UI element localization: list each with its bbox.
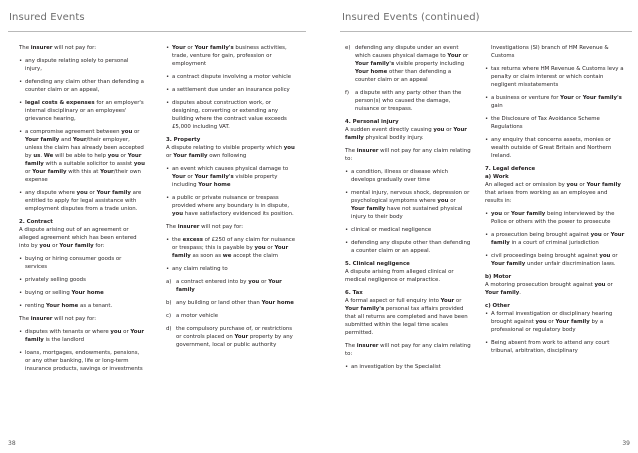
- defined-term: Your: [234, 334, 249, 340]
- text-run: other than defending a counter claim or an appeal: [355, 69, 452, 83]
- text-run: buying or selling: [25, 290, 72, 296]
- text-run: or: [610, 253, 618, 259]
- defined-term: Your family: [176, 279, 282, 293]
- defined-term: Your family's: [345, 306, 385, 312]
- text-run: are entitled to apply for legal assistance with employment disputes from a trade union.: [25, 190, 142, 212]
- column-1: [19, 44, 145, 378]
- sub-item: [166, 312, 298, 320]
- text-run: or: [577, 182, 587, 188]
- defined-term: Your family: [25, 329, 144, 343]
- text-run: visible property including: [172, 174, 278, 188]
- section-heading: [485, 302, 625, 310]
- text-run: or: [601, 232, 611, 238]
- paragraph: [485, 281, 625, 297]
- text-run: or: [573, 95, 583, 101]
- page-title-left: Insured Events: [9, 12, 85, 23]
- bullet-item: [485, 136, 625, 160]
- defined-term: you: [437, 198, 449, 204]
- text-run: for an employer's internal disciplinary or an employees' grievance hearing,: [25, 100, 144, 122]
- bullet-item: [19, 189, 145, 213]
- bullet-item: [19, 328, 145, 344]
- defined-term: Your: [72, 137, 87, 143]
- text-run: personal tax affairs provided that all returns are completed and have been submitted within the legal time scales permitted.: [345, 306, 468, 336]
- text-run: that arises from working as an employee and results in:: [485, 190, 608, 204]
- text-run: a condition, illness or disease which develops gradually over time: [351, 169, 449, 183]
- sub-item: [166, 299, 298, 307]
- page-number-right: 39: [622, 440, 630, 447]
- text-run: defending any dispute under an event which causes physical damage to: [355, 45, 459, 59]
- text-run: loans, mortgages, endowments, pensions, or any other banking, life or long-term insurance products, savings or investments: [25, 350, 143, 372]
- defined-term: Your family's: [582, 95, 622, 101]
- sub-item-label: f): [345, 90, 350, 96]
- text-run: .: [519, 290, 522, 296]
- text-run: A formal aspect or full enquiry into: [345, 298, 441, 304]
- bullet-item: [166, 236, 298, 260]
- text-run: the: [172, 237, 183, 243]
- bullet-item: [485, 339, 625, 355]
- defined-term: Your family's: [194, 45, 234, 51]
- text-run: or: [448, 198, 456, 204]
- defined-term: insurer: [356, 343, 379, 349]
- defined-term: Your family: [586, 182, 621, 188]
- defined-term: b) Motor: [485, 274, 512, 280]
- defined-term: you: [121, 129, 133, 135]
- text-run: and: [59, 137, 73, 143]
- bullet-item: [166, 44, 298, 68]
- defined-term: 5. Clinical negligence: [345, 261, 410, 267]
- text-run: an investigation by the Specialist: [351, 364, 441, 370]
- text-run: will be able to help: [53, 153, 108, 159]
- text-run: A dispute arising out of an agreement or alleged agreement which has been entered into by: [19, 227, 137, 249]
- bullet-item: [19, 128, 145, 184]
- text-run: a compromise agreement between: [25, 129, 122, 135]
- text-run: by a professional or regulatory body: [491, 319, 604, 333]
- text-run: mental injury, nervous shock, depression or psychological symptoms where: [351, 190, 470, 204]
- bullet-item: [345, 239, 471, 255]
- text-run: Being absent from work to attend any court tribunal, arbitration, disciplinary: [491, 340, 610, 354]
- text-run: any building or land other than: [176, 300, 262, 306]
- sub-item-label: e): [345, 45, 351, 51]
- title-divider-left: [8, 31, 306, 32]
- defined-term: 2. Contract: [19, 219, 53, 225]
- paragraph: [345, 297, 471, 337]
- defined-term: a) Work: [485, 174, 509, 180]
- text-run: for:: [93, 243, 105, 249]
- paragraph: [19, 315, 145, 323]
- defined-term: Your family's: [355, 61, 395, 67]
- text-run: have satisfactory evidenced its position.: [183, 211, 294, 217]
- defined-term: 3. Property: [166, 137, 201, 143]
- section-heading: [485, 273, 625, 281]
- paragraph: [485, 181, 625, 205]
- text-run: the Disclosure of Tax Avoidance Scheme Regulations: [491, 116, 600, 130]
- defined-term: Your home: [46, 303, 79, 309]
- text-run: The: [345, 148, 357, 154]
- text-run: A dispute arising from alleged clinical or medical negligence or malpractice.: [345, 269, 454, 283]
- bullet-item: [19, 349, 145, 373]
- bullet-item: [19, 255, 145, 271]
- bullet-item: [166, 265, 298, 273]
- text-run: a contract dispute involving a motor vehicle: [172, 74, 292, 80]
- text-run: is the landlord: [43, 337, 85, 343]
- defined-term: Your: [560, 95, 574, 101]
- text-run: will not pay for any claim relating to:: [345, 148, 471, 162]
- text-run: any claim relating to: [172, 266, 228, 272]
- text-run: or: [87, 190, 97, 196]
- text-run: civil proceedings being brought against: [491, 253, 600, 259]
- text-run: will not pay for:: [52, 45, 97, 51]
- text-run: An alleged act or omission by: [485, 182, 567, 188]
- text-run: any dispute where: [25, 190, 77, 196]
- title-divider-right: [340, 31, 632, 32]
- defined-term: insurer: [356, 148, 379, 154]
- defined-term: Your family: [173, 153, 208, 159]
- text-run: or: [50, 243, 60, 249]
- defined-term: you: [107, 153, 119, 159]
- defined-term: you: [433, 127, 445, 133]
- bullet-item: [345, 168, 471, 184]
- bullet-item: [485, 231, 625, 247]
- sub-item-label: d): [166, 326, 172, 332]
- text-run: or: [185, 45, 195, 51]
- defined-term: Your home: [261, 300, 294, 306]
- defined-term: insurer: [177, 224, 200, 230]
- defined-term: 4. Personal injury: [345, 119, 399, 125]
- bullet-item: [485, 94, 625, 110]
- column-4: [485, 44, 625, 360]
- page-title-right: Insured Events (continued): [342, 12, 480, 23]
- defined-term: legal costs & expenses: [25, 100, 95, 106]
- bullet-item: [166, 99, 298, 131]
- text-run: A dispute relating to visible property which: [166, 145, 284, 151]
- text-run: or: [461, 53, 469, 59]
- bullet-item: [485, 65, 625, 89]
- defined-term: you: [566, 182, 578, 188]
- bullet-item: [166, 73, 298, 81]
- text-run: under unfair discrimination laws.: [525, 261, 616, 267]
- defined-term: Your family: [351, 206, 386, 212]
- defined-term: us: [33, 153, 41, 159]
- text-run: disputes with tenants or where: [25, 329, 111, 335]
- text-run: /their employer, unless the claim has already been accepted by: [25, 137, 144, 159]
- text-run: Investigations (SI) branch of HM Revenue & Customs: [491, 45, 609, 59]
- defined-term: Your: [440, 298, 455, 304]
- text-run: or: [185, 174, 195, 180]
- defined-term: you: [594, 282, 606, 288]
- text-run: will not pay for:: [52, 316, 97, 322]
- defined-term: Your family: [491, 261, 526, 267]
- defined-term: 7. Legal defence: [485, 166, 536, 172]
- text-run: as a tenant.: [78, 303, 113, 309]
- bullet-item: [19, 302, 145, 310]
- paragraph: [485, 44, 625, 60]
- text-run: the compulsory purchase of, or restrictions or controls placed on: [176, 326, 293, 340]
- defined-term: Your home: [71, 290, 104, 296]
- text-run: will not pay for any claim relating to:: [345, 343, 471, 357]
- text-run: a business or venture for: [491, 95, 561, 101]
- text-run: renting: [25, 303, 46, 309]
- bullet-item: [19, 57, 145, 73]
- bullet-item: [345, 189, 471, 221]
- column-3: [345, 44, 471, 376]
- sub-item: [345, 44, 471, 84]
- defined-term: Your family: [96, 190, 131, 196]
- text-run: with a suitable solicitor to assist: [43, 161, 134, 167]
- defined-term: Your family's: [194, 174, 234, 180]
- text-run: in a court of criminal jurisdiction: [509, 240, 599, 246]
- defined-term: Your family: [59, 243, 94, 249]
- text-run: a settlement due under an insurance policy: [172, 87, 290, 93]
- text-run: or: [121, 329, 131, 335]
- text-run: have not sustained physical injury to their body: [351, 206, 463, 220]
- sub-item: [166, 325, 298, 349]
- text-run: or: [605, 282, 613, 288]
- text-run: The: [19, 316, 31, 322]
- defined-term: Your family: [25, 137, 60, 143]
- text-run: a motor vehicle: [176, 313, 219, 319]
- defined-term: Your home: [355, 69, 388, 75]
- bullet-item: [19, 289, 145, 297]
- text-run: or: [132, 129, 140, 135]
- text-run: business activities, trade, venture for gain, profession or employment: [172, 45, 287, 67]
- section-heading: [19, 218, 145, 226]
- defined-term: Your: [447, 53, 462, 59]
- defined-term: Your family: [345, 127, 467, 141]
- defined-term: you: [172, 211, 184, 217]
- text-run: or: [166, 153, 174, 159]
- text-run: or: [454, 298, 462, 304]
- text-run: or: [259, 279, 269, 285]
- sub-item-label: a): [166, 279, 172, 285]
- defined-term: you: [248, 279, 260, 285]
- defined-term: you: [590, 232, 602, 238]
- text-run: or: [25, 169, 33, 175]
- bullet-item: [166, 194, 298, 218]
- defined-term: Your family: [485, 290, 520, 296]
- text-run: A sudden event directly causing: [345, 127, 434, 133]
- paragraph: [345, 147, 471, 163]
- defined-term: you: [283, 145, 295, 151]
- defined-term: Your family: [555, 319, 590, 325]
- defined-term: Your family: [32, 169, 67, 175]
- defined-term: Your family: [511, 211, 546, 217]
- paragraph: [345, 342, 471, 358]
- bullet-item: [19, 99, 145, 123]
- defined-term: you: [110, 329, 122, 335]
- paragraph: [345, 126, 471, 142]
- text-run: being interviewed by the Police or others with the power to prosecute: [491, 211, 615, 225]
- defined-term: insurer: [30, 45, 53, 51]
- text-run: with this at: [66, 169, 101, 175]
- paragraph: [19, 44, 145, 52]
- paragraph: [166, 144, 298, 160]
- text-run: or: [502, 211, 512, 217]
- text-run: gain: [491, 103, 503, 109]
- sub-item: [166, 278, 298, 294]
- text-run: as soon as: [190, 253, 223, 259]
- defined-term: Your home: [198, 182, 231, 188]
- text-run: visible property including: [394, 61, 465, 67]
- text-run: physical bodily injury.: [363, 135, 424, 141]
- text-run: a prosecution being brought against: [491, 232, 591, 238]
- defined-term: you: [39, 243, 51, 249]
- defined-term: you: [491, 211, 503, 217]
- paragraph: [166, 223, 298, 231]
- bullet-item: [485, 252, 625, 268]
- text-run: an event which causes physical damage to: [172, 166, 289, 172]
- text-run: /their own expense: [25, 169, 141, 183]
- text-run: The: [166, 224, 178, 230]
- text-run: The: [345, 343, 357, 349]
- defined-term: you: [254, 245, 266, 251]
- section-heading: [345, 260, 471, 268]
- text-run: or: [546, 319, 556, 325]
- defined-term: Your family: [491, 232, 625, 246]
- text-run: defending any claim other than defending a counter claim or an appeal,: [25, 79, 144, 93]
- defined-term: Your family: [172, 245, 289, 259]
- defined-term: you: [599, 253, 611, 259]
- defined-term: you: [76, 190, 88, 196]
- defined-term: Your: [172, 45, 186, 51]
- text-run: or: [265, 245, 275, 251]
- bullet-item: [19, 276, 145, 284]
- text-run: disputes about construction work, or designing, converting or extending any building where the contract value exceeds £5,000 including VAT.: [172, 100, 287, 130]
- sub-item-label: b): [166, 300, 172, 306]
- text-run: privately selling goods: [25, 277, 86, 283]
- text-run: or: [444, 127, 454, 133]
- defined-term: you: [133, 161, 145, 167]
- defined-term: Your: [172, 174, 186, 180]
- defined-term: c) Other: [485, 303, 510, 309]
- text-run: tax returns where HM Revenue & Customs levy a penalty or claim interest or which contain negligent misstatements: [491, 66, 624, 88]
- defined-term: Your family: [25, 153, 142, 167]
- section-heading: [485, 173, 625, 181]
- text-run: a contract entered into by: [176, 279, 249, 285]
- text-run: accept the claim: [231, 253, 278, 259]
- bullet-item: [166, 165, 298, 189]
- bullet-item: [345, 363, 471, 371]
- defined-term: Your: [100, 169, 114, 175]
- text-run: The: [19, 45, 31, 51]
- text-run: .: [40, 153, 44, 159]
- sub-item-label: c): [166, 313, 172, 319]
- text-run: of £250 of any claim for nuisance or trespass; this is payable by: [172, 237, 296, 251]
- bullet-item: [485, 310, 625, 334]
- text-run: A motoring prosecution brought against: [485, 282, 595, 288]
- text-run: or: [118, 153, 128, 159]
- sub-item: [345, 89, 471, 113]
- section-heading: [345, 118, 471, 126]
- defined-term: excess: [182, 237, 203, 243]
- text-run: a public or private nuisance or trespass provided where any boundary is in dispute,: [172, 195, 290, 209]
- defined-term: 6. Tax: [345, 290, 363, 296]
- text-run: any enquiry that concerns assets, monies or wealth outside of Great Britain and Northern Ireland.: [491, 137, 612, 159]
- section-heading: [166, 136, 298, 144]
- text-run: will not pay for:: [199, 224, 244, 230]
- page-number-left: 38: [8, 440, 16, 447]
- defined-term: We: [43, 153, 54, 159]
- section-heading: [345, 289, 471, 297]
- defined-term: you: [535, 319, 547, 325]
- paragraph: [19, 226, 145, 250]
- paragraph: [345, 268, 471, 284]
- text-run: own following: [207, 153, 247, 159]
- text-run: clinical or medical negligence: [351, 227, 432, 233]
- bullet-item: [19, 78, 145, 94]
- text-run: buying or hiring consumer goods or services: [25, 256, 122, 270]
- text-run: any dispute relating solely to personal injury,: [25, 58, 129, 72]
- text-run: a dispute with any party other than the person(s) who caused the damage, nuisance or trespass.: [355, 90, 462, 112]
- defined-term: insurer: [30, 316, 53, 322]
- bullet-item: [166, 86, 298, 94]
- text-run: defending any dispute other than defending a counter claim or an appeal.: [351, 240, 471, 254]
- bullet-item: [345, 226, 471, 234]
- bullet-item: [485, 210, 625, 226]
- column-2: [166, 44, 298, 354]
- section-heading: [485, 165, 625, 173]
- bullet-item: [485, 115, 625, 131]
- defined-term: we: [222, 253, 232, 259]
- text-run: A formal investigation or disciplinary hearing brought against: [491, 311, 613, 325]
- text-run: property by any government, local or public authority: [176, 334, 293, 348]
